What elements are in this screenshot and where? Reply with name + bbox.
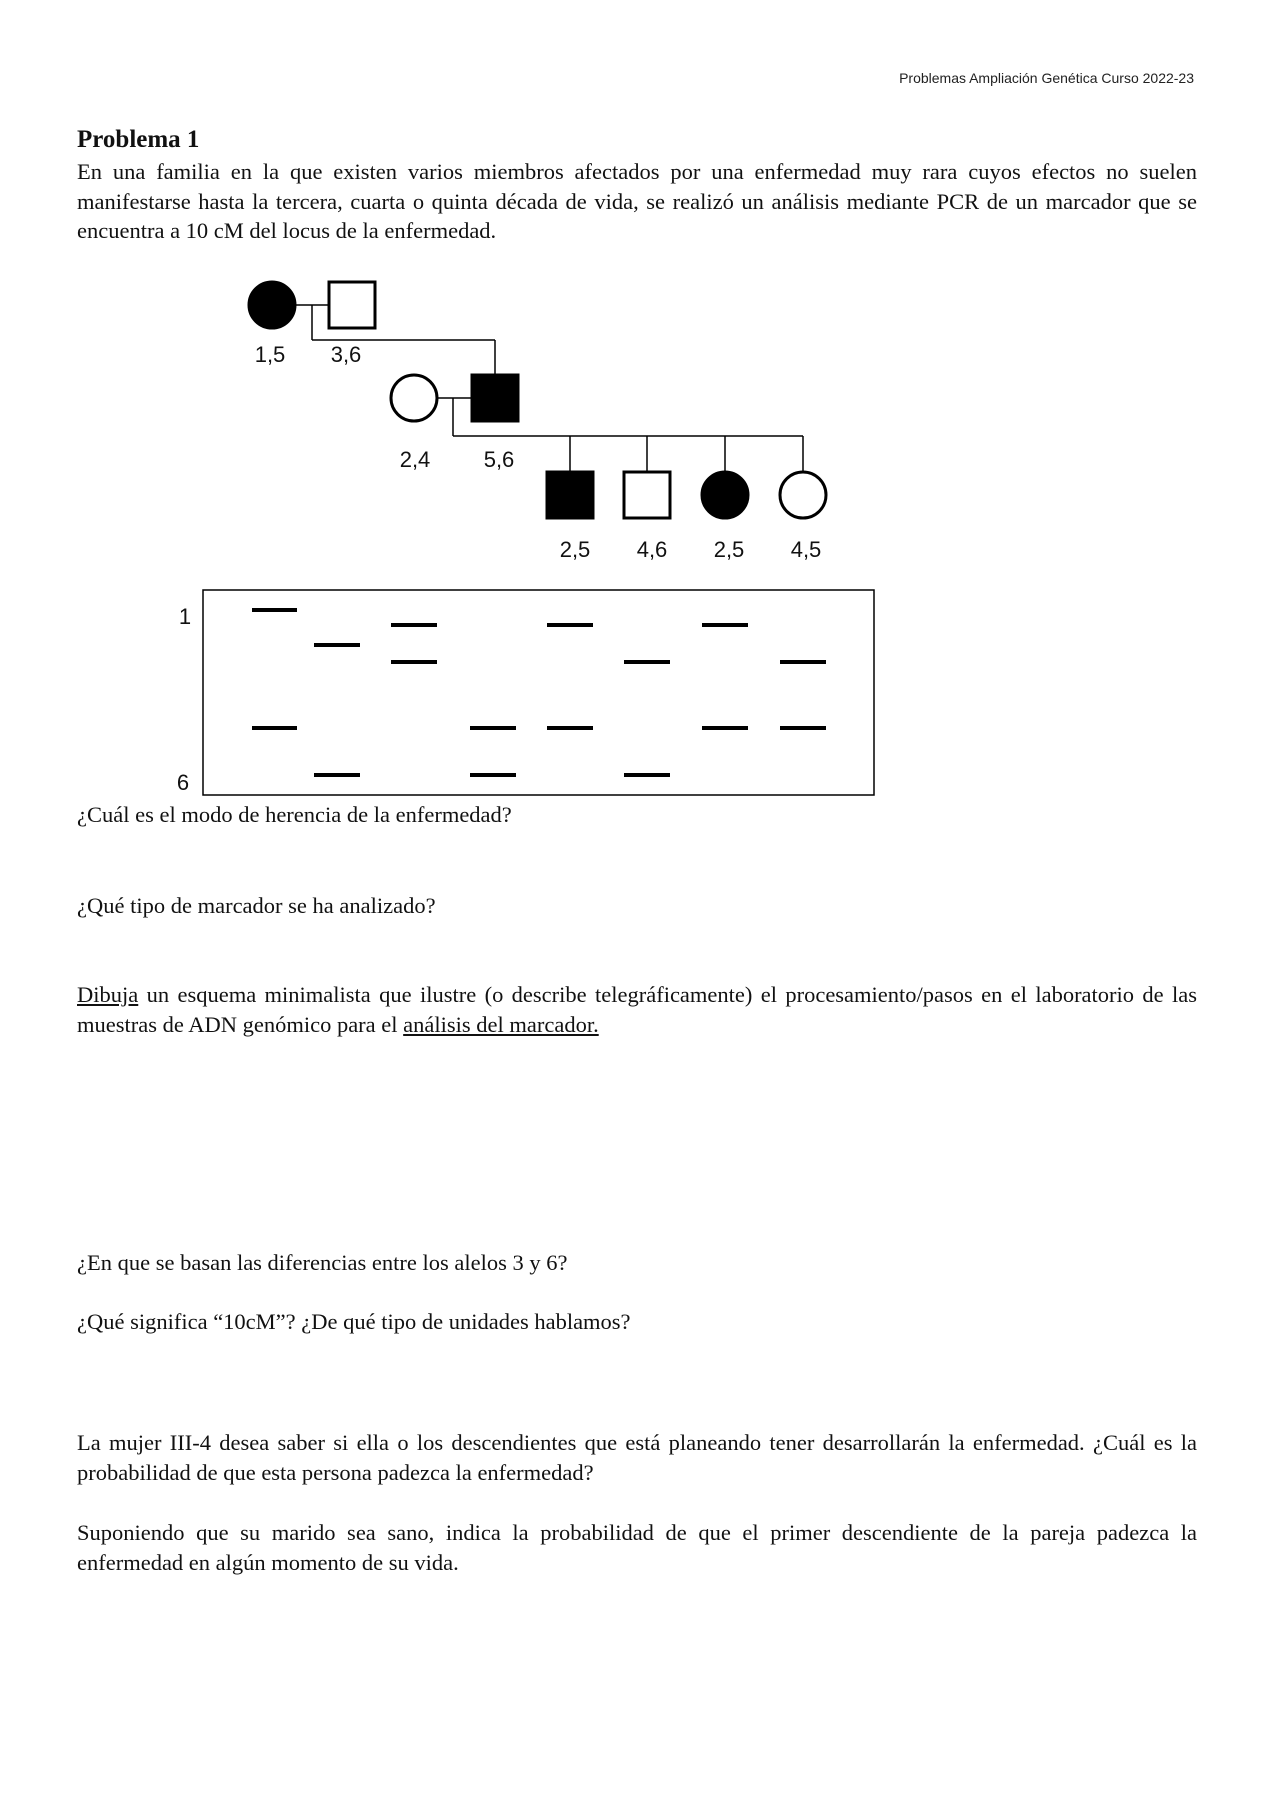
individual-I2-unaffected-male	[329, 282, 375, 328]
individual-I1-affected-female	[249, 282, 295, 328]
question-inheritance-mode: ¿Cuál es el modo de herencia de la enfermedad?	[77, 802, 512, 827]
question-marker-type: ¿Qué tipo de marcador se ha analizado?	[77, 893, 436, 918]
genotype-I2: 3,6	[330, 342, 362, 367]
genotype-II1: 2,4	[399, 447, 431, 472]
underlined-analisis-marcador: análisis del marcador.	[403, 1012, 599, 1037]
lab-scheme-text: un esquema minimalista que ilustre (o describe telegráficamente) el procesamiento/pasos en el laboratorio de las muestras de ADN genómico para el	[77, 982, 1197, 1037]
question-descendant-probability: Suponiendo que su marido sea sano, indica la probabilidad de que el primer descendiente de la pareja padezca la enfermedad en algún momento de su vida.	[77, 1520, 1197, 1575]
genotype-III1: 2,5	[559, 537, 591, 562]
individual-III4-unaffected-female	[780, 472, 826, 518]
genotype-I1: 1,5	[254, 342, 286, 367]
individual-II2-affected-male	[472, 375, 518, 421]
genotype-III4: 4,5	[790, 537, 822, 562]
question-lab-scheme	[77, 980, 1197, 1040]
individual-III2-unaffected-male	[624, 472, 670, 518]
question-III4-probability: La mujer III-4 desea saber si ella o los descendientes que está planeando tener desarrollarán la enfermedad. ¿Cuál es la probabilidad de que esta persona padezca la enfermedad?	[77, 1430, 1197, 1485]
individual-III1-affected-male	[547, 472, 593, 518]
page-header: Problemas Ampliación Genética Curso 2022-23	[899, 70, 1194, 86]
genotype-II2: 5,6	[483, 447, 515, 472]
gel-label-top: 1	[178, 604, 192, 629]
gel-label-bottom: 6	[176, 770, 190, 795]
problem-title: Problema 1	[77, 126, 200, 153]
gel-box	[203, 590, 874, 795]
question-10cm-meaning: ¿Qué significa “10cM”? ¿De qué tipo de unidades hablamos?	[77, 1309, 631, 1334]
genotype-III3: 2,5	[713, 537, 745, 562]
genotype-III2: 4,6	[636, 537, 668, 562]
gel-bands	[252, 610, 826, 775]
individual-II1-unaffected-female	[391, 375, 437, 421]
individual-III3-affected-female	[702, 472, 748, 518]
question-allele-differences: ¿En que se basan las diferencias entre los alelos 3 y 6?	[77, 1250, 568, 1275]
pedigree-diagram	[0, 0, 1280, 820]
underlined-dibuja: Dibuja	[77, 982, 139, 1007]
problem-intro: En una familia en la que existen varios miembros afectados por una enfermedad muy rara cuyos efectos no suelen manifestarse hasta la tercera, cuarta o quinta década de vida, se realizó un análisis mediante PCR de un marcador que se encuentra a 10 cM del locus de la enfermedad.	[77, 159, 1197, 243]
